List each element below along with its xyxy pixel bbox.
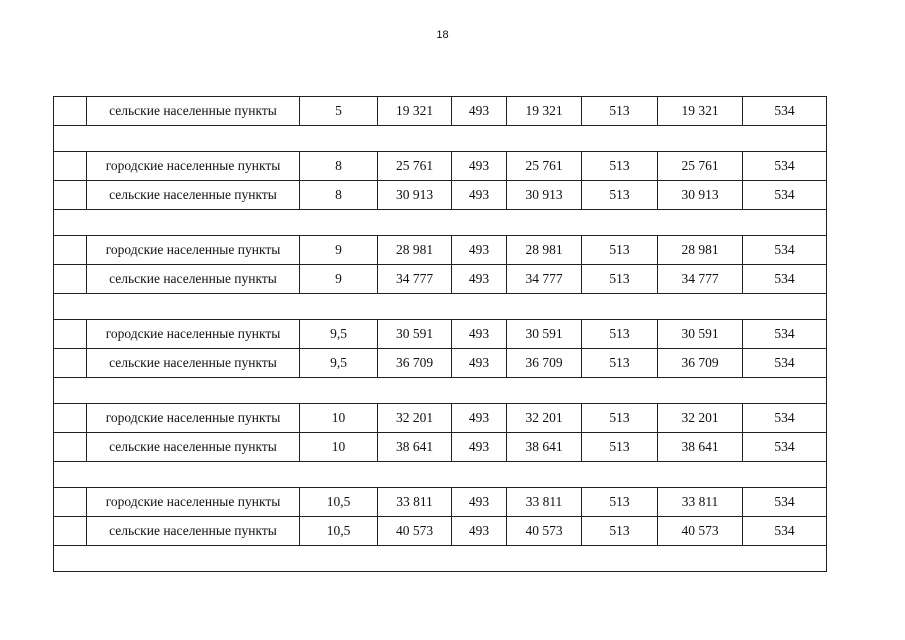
spacer-cell: [54, 462, 827, 488]
settlement-type-cell: сельские населенные пункты: [87, 433, 300, 462]
value-cell: 513: [582, 265, 658, 294]
table-row: [54, 181, 827, 210]
value-cell: 30 591: [658, 320, 743, 349]
value-cell: 534: [743, 236, 827, 265]
value-cell: 534: [743, 265, 827, 294]
empty-index-cell: [54, 349, 87, 378]
value-cell: 40 573: [507, 517, 582, 546]
table-spacer-row: [54, 294, 827, 320]
empty-index-cell: [54, 433, 87, 462]
value-cell: 34 777: [378, 265, 452, 294]
value-cell: 9,5: [300, 320, 378, 349]
table-row: [54, 404, 827, 433]
table-row: [54, 152, 827, 181]
value-cell: 30 913: [378, 181, 452, 210]
empty-index-cell: [54, 404, 87, 433]
value-cell: 534: [743, 320, 827, 349]
empty-index-cell: [54, 97, 87, 126]
value-cell: 534: [743, 517, 827, 546]
value-cell: 9: [300, 236, 378, 265]
value-cell: 32 201: [658, 404, 743, 433]
value-cell: 534: [743, 181, 827, 210]
table-row: [54, 433, 827, 462]
value-cell: 10,5: [300, 488, 378, 517]
value-cell: 33 811: [507, 488, 582, 517]
empty-index-cell: [54, 320, 87, 349]
value-cell: 25 761: [507, 152, 582, 181]
empty-index-cell: [54, 488, 87, 517]
value-cell: 30 591: [507, 320, 582, 349]
empty-index-cell: [54, 181, 87, 210]
spacer-cell: [54, 546, 827, 572]
spacer-cell: [54, 210, 827, 236]
value-cell: 513: [582, 320, 658, 349]
settlement-type-cell: городские населенные пункты: [87, 236, 300, 265]
value-cell: 28 981: [378, 236, 452, 265]
tariff-table: [53, 96, 827, 572]
value-cell: 30 591: [378, 320, 452, 349]
table-row: [54, 488, 827, 517]
value-cell: 34 777: [507, 265, 582, 294]
settlement-type-cell: сельские населенные пункты: [87, 181, 300, 210]
value-cell: 38 641: [378, 433, 452, 462]
value-cell: 493: [452, 265, 507, 294]
table-row: [54, 517, 827, 546]
value-cell: 513: [582, 181, 658, 210]
value-cell: 8: [300, 152, 378, 181]
value-cell: 534: [743, 488, 827, 517]
value-cell: 9,5: [300, 349, 378, 378]
value-cell: 34 777: [658, 265, 743, 294]
value-cell: 30 913: [507, 181, 582, 210]
spacer-cell: [54, 126, 827, 152]
value-cell: 493: [452, 97, 507, 126]
value-cell: 32 201: [378, 404, 452, 433]
value-cell: 534: [743, 152, 827, 181]
value-cell: 534: [743, 349, 827, 378]
table-spacer-row: [54, 546, 827, 572]
value-cell: 10,5: [300, 517, 378, 546]
value-cell: 493: [452, 488, 507, 517]
table-row: [54, 236, 827, 265]
value-cell: 513: [582, 404, 658, 433]
value-cell: 8: [300, 181, 378, 210]
value-cell: 33 811: [658, 488, 743, 517]
value-cell: 33 811: [378, 488, 452, 517]
value-cell: 28 981: [658, 236, 743, 265]
value-cell: 493: [452, 152, 507, 181]
value-cell: 493: [452, 433, 507, 462]
value-cell: 493: [452, 181, 507, 210]
value-cell: 5: [300, 97, 378, 126]
value-cell: 40 573: [378, 517, 452, 546]
value-cell: 513: [582, 517, 658, 546]
value-cell: 40 573: [658, 517, 743, 546]
table-row: [54, 349, 827, 378]
value-cell: 19 321: [658, 97, 743, 126]
settlement-type-cell: сельские населенные пункты: [87, 97, 300, 126]
settlement-type-cell: сельские населенные пункты: [87, 265, 300, 294]
value-cell: 19 321: [507, 97, 582, 126]
empty-index-cell: [54, 236, 87, 265]
settlement-type-cell: городские населенные пункты: [87, 152, 300, 181]
value-cell: 493: [452, 236, 507, 265]
empty-index-cell: [54, 265, 87, 294]
value-cell: 513: [582, 152, 658, 181]
empty-index-cell: [54, 152, 87, 181]
value-cell: 25 761: [378, 152, 452, 181]
settlement-type-cell: городские населенные пункты: [87, 320, 300, 349]
empty-index-cell: [54, 517, 87, 546]
table-row: [54, 265, 827, 294]
spacer-cell: [54, 378, 827, 404]
table-body: [54, 97, 827, 572]
value-cell: 32 201: [507, 404, 582, 433]
value-cell: 36 709: [658, 349, 743, 378]
settlement-type-cell: городские населенные пункты: [87, 404, 300, 433]
table-spacer-row: [54, 210, 827, 236]
value-cell: 513: [582, 236, 658, 265]
value-cell: 513: [582, 97, 658, 126]
value-cell: 19 321: [378, 97, 452, 126]
value-cell: 10: [300, 433, 378, 462]
value-cell: 493: [452, 349, 507, 378]
value-cell: 9: [300, 265, 378, 294]
table-spacer-row: [54, 462, 827, 488]
table-spacer-row: [54, 126, 827, 152]
value-cell: 534: [743, 404, 827, 433]
table-row: [54, 320, 827, 349]
value-cell: 25 761: [658, 152, 743, 181]
settlement-type-cell: сельские населенные пункты: [87, 517, 300, 546]
value-cell: 493: [452, 517, 507, 546]
value-cell: 513: [582, 488, 658, 517]
value-cell: 36 709: [378, 349, 452, 378]
value-cell: 36 709: [507, 349, 582, 378]
spacer-cell: [54, 294, 827, 320]
value-cell: 493: [452, 320, 507, 349]
value-cell: 10: [300, 404, 378, 433]
value-cell: 38 641: [658, 433, 743, 462]
value-cell: 534: [743, 97, 827, 126]
value-cell: 513: [582, 433, 658, 462]
value-cell: 534: [743, 433, 827, 462]
value-cell: 38 641: [507, 433, 582, 462]
value-cell: 30 913: [658, 181, 743, 210]
table-row: [54, 97, 827, 126]
settlement-type-cell: городские населенные пункты: [87, 488, 300, 517]
value-cell: 513: [582, 349, 658, 378]
value-cell: 28 981: [507, 236, 582, 265]
value-cell: 493: [452, 404, 507, 433]
page-number: 18: [436, 29, 449, 41]
table-spacer-row: [54, 378, 827, 404]
settlement-type-cell: сельские населенные пункты: [87, 349, 300, 378]
